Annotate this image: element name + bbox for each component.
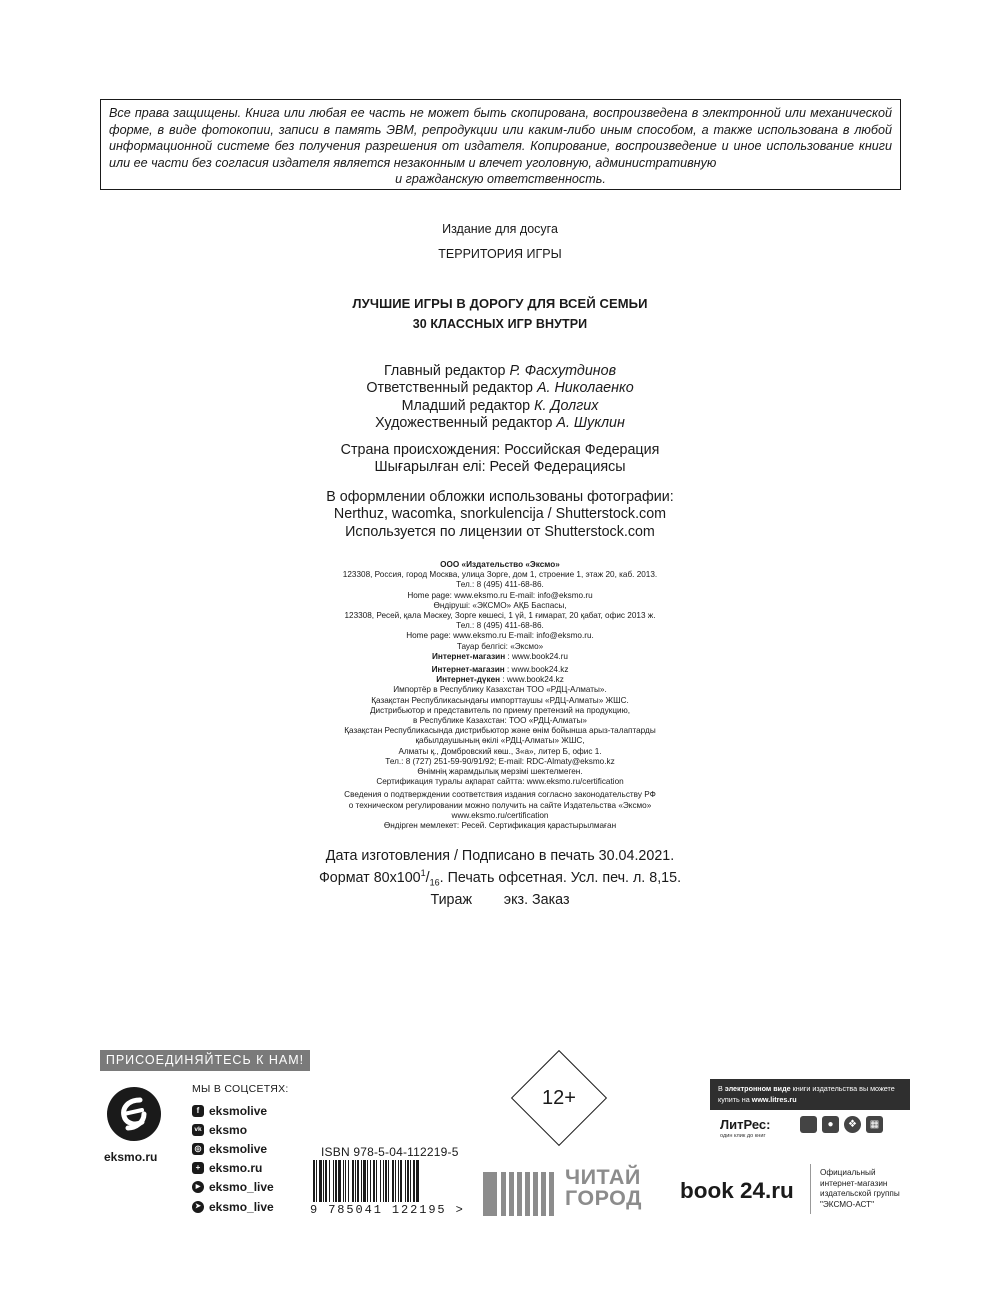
origin-kz: Шығарылған елі: Ресей Федерациясы <box>374 459 626 476</box>
publisher-line: Тел.: 8 (495) 411-68-86. <box>456 621 544 631</box>
editor-line: Ответственный редактор А. Николаенко <box>366 380 634 397</box>
certification-line: о техническом регулировании можно получить на сайте Издательства «Эксмо» <box>348 800 652 810</box>
certification-line: Өндірген мемлекет: Ресей. Сертификация қарастырылмаған <box>383 821 617 831</box>
social-list <box>192 1101 274 1216</box>
distributor-line: қабылдаушының өкілі «РДЦ-Алматы» ЖШС, <box>415 736 585 746</box>
eksmo-site-link[interactable]: eksmo.ru <box>104 1150 158 1164</box>
distributor-line: Қазақстан Республикасында дистрибьютор және өнім бойынша арыз-талаптарды <box>344 726 656 736</box>
telegram-icon: ➤ <box>192 1201 204 1213</box>
cover-photos-line3: Используется по лицензии от Shutterstock.com <box>345 523 655 540</box>
publisher-line: 123308, Ресей, қала Мәскеу, Зорге көшесі, 1 үй, 1 ғимарат, 20 қабат, офис 2013 ж. <box>344 611 656 621</box>
print-date: Дата изготовления / Подписано в печать 30.04.2021. <box>325 848 675 864</box>
print-info <box>0 848 1000 910</box>
publisher-line: Тел.: 8 (495) 411-68-86. <box>456 580 544 590</box>
join-banner: ПРИСОЕДИНЯЙТЕСЬ К НАМ! <box>100 1050 310 1071</box>
rights-text: Все права защищены. Книга или любая ее часть не может быть скопирована, воспроизведена в электронной или механической форме, в виде фотокопии, записи в память ЭВМ, репродукции или каким-либо иным способом, а также использована в любой информационной системе без получения разрешения от издателя. Копирование, воспроизведение и иное использование книги или ее части без согласия издателя является незаконным и влечет уголовную, административную <box>109 106 892 170</box>
social-item-youtube[interactable]: ▶ eksmo_live <box>192 1178 274 1197</box>
social-item-facebook[interactable]: f eksmolive <box>192 1101 274 1120</box>
vk-icon: vk <box>192 1124 204 1136</box>
litres-tagline: один клик до книг <box>720 1133 766 1139</box>
instagram-icon: ◎ <box>192 1143 204 1155</box>
platform-icons <box>800 1116 883 1133</box>
print-run: Тираж экз. Заказ <box>430 892 570 909</box>
publisher-line: Home page: www.eksmo.ru E-mail: info@eksmo.ru. <box>406 631 594 641</box>
litres-logo: ЛитРес: <box>720 1117 771 1132</box>
edition-type: Издание для досуга <box>442 222 558 236</box>
shop-kz: Интернет-магазин : www.book24.kz <box>431 665 569 675</box>
distributor-line: Импортёр в Республику Казахстан ТОО «РДЦ-Алматы». <box>393 685 607 695</box>
litres-banner[interactable]: В электронном виде книги издательства вы можете купить на www.litres.ru <box>710 1079 910 1110</box>
social-item-site[interactable]: + eksmo.ru <box>192 1159 274 1178</box>
publisher-line: Home page: www.eksmo.ru E-mail: info@eksmo.ru <box>407 590 593 600</box>
cover-photos-line2: Nerthuz, wacomka, snorkulencija / Shutterstock.com <box>333 506 667 523</box>
publisher-line: 123308, Россия, город Москва, улица Зорге, дом 1, строение 1, этаж 20, каб. 2013. <box>342 570 658 580</box>
publisher-name: ООО «Издательство «Эксмо» <box>440 560 560 569</box>
plus-icon: + <box>192 1162 204 1174</box>
certification-line: Сведения о подтверждении соответствия издания согласно законодательству РФ <box>344 790 656 800</box>
rights-notice <box>100 99 901 190</box>
distributor-line: в Республике Казахстан: ТОО «РДЦ-Алматы» <box>413 716 587 726</box>
chitai-gorod-logo-icon <box>483 1166 561 1216</box>
distributor-line: Тел.: 8 (727) 251-59-90/91/92; E-mail: RDC-Almaty@eksmo.kz <box>385 756 615 766</box>
distributor-line: Қазақстан Республикасындағы импорттаушы «РДЦ-Алматы» ЖШС. <box>371 695 629 705</box>
origin-ru: Страна происхождения: Российская Федерация <box>340 442 660 458</box>
windows-icon[interactable]: ▦ <box>866 1116 883 1133</box>
youtube-icon: ▶ <box>192 1181 204 1193</box>
apple-icon[interactable] <box>800 1116 817 1133</box>
book-subtitle: 30 КЛАССНЫХ ИГР ВНУТРИ <box>412 317 588 331</box>
facebook-icon: f <box>192 1105 204 1117</box>
barcode-icon <box>311 1160 461 1204</box>
editor-line: Главный редактор Р. Фасхутдинов <box>383 363 617 379</box>
shop-kz2: Интернет-дүкен : www.book24.kz <box>436 675 564 685</box>
publisher-block <box>0 560 1000 831</box>
print-format: Формат $80x100^1/_{16}$. Печать офсетная. Усл. печ. л. 8,15. <box>318 868 682 888</box>
isbn: ISBN 978-5-04-112219-5 <box>321 1145 459 1159</box>
age-rating: 12+ <box>542 1087 576 1109</box>
social-item-vk[interactable]: vk eksmo <box>192 1120 274 1139</box>
publisher-line: Өндіруші: «ЭКСМО» АҚБ Баспасы, <box>433 600 567 610</box>
social-heading: МЫ В СОЦСЕТЯХ: <box>192 1083 289 1095</box>
editors-block <box>0 363 1000 432</box>
shop-ru: Интернет-магазин : www.book24.ru <box>432 651 568 661</box>
rights-last-line: и гражданскую ответственность. <box>395 172 606 187</box>
eksmo-logo-icon <box>106 1086 162 1142</box>
distributor-line: Алматы қ., Домбровский көш., 3«а», литер Б, офис 1. <box>398 746 602 756</box>
social-item-telegram[interactable]: ➤ eksmo_live <box>192 1197 274 1216</box>
book-title: ЛУЧШИЕ ИГРЫ В ДОРОГУ ДЛЯ ВСЕЙ СЕМЬИ <box>352 296 648 311</box>
origin-block <box>0 442 1000 477</box>
chitai-gorod-wordmark: ЧИТАЙ ГОРОД <box>565 1165 642 1210</box>
distributor-line: Өнімнің жарамдылық мерзімі шектелмеген. <box>417 767 583 777</box>
cover-photos-block <box>0 489 1000 541</box>
android-icon[interactable]: ● <box>822 1116 839 1133</box>
social-item-instagram[interactable]: ◎ eksmolive <box>192 1139 274 1158</box>
series-name: ТЕРРИТОРИЯ ИГРЫ <box>438 247 562 261</box>
publisher-line: Тауар белгісі: «Эксмо» <box>456 641 544 651</box>
windows-phone-icon[interactable]: ❖ <box>844 1116 861 1133</box>
cover-photos-line1: В оформлении обложки использованы фотографии: <box>326 489 674 505</box>
distributor-line: Сертификация туралы ақпарат сайтта: www.eksmo.ru/certification <box>376 777 624 787</box>
editor-line: Младший редактор К. Долгих <box>401 397 599 414</box>
certification-line: www.eksmo.ru/certification <box>451 810 549 820</box>
book24-logo: book 24.ru <box>680 1178 794 1203</box>
distributor-line: Дистрибьютор и представитель по приему претензий на продукцию, <box>370 705 630 715</box>
barcode-digits: 9 785041 122195 > <box>310 1203 465 1217</box>
divider <box>810 1164 811 1214</box>
book24-description: Официальный интернет-магазин издательской группы "ЭКСМО-АСТ" <box>820 1168 900 1209</box>
editor-line: Художественный редактор А. Шуклин <box>375 414 625 431</box>
